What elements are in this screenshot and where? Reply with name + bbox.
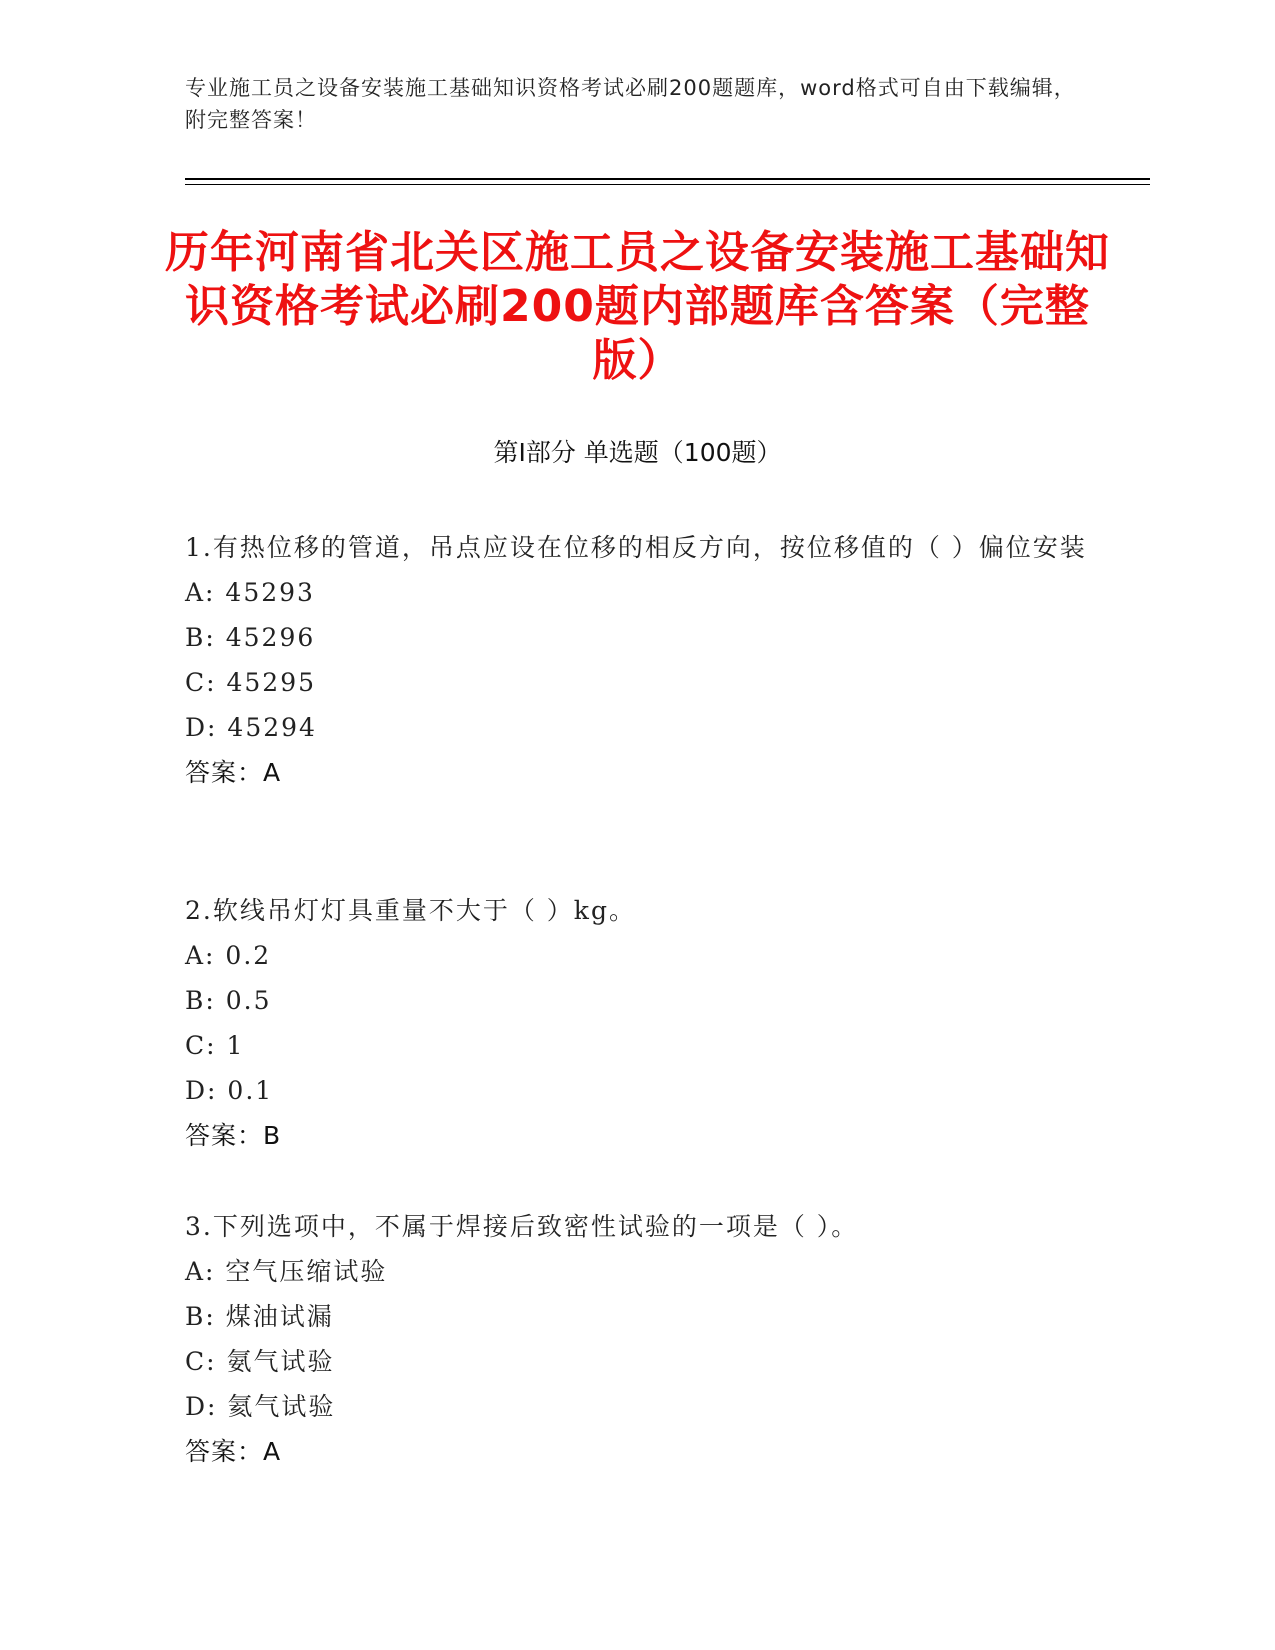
question-stem: 3.下列选项中，不属于焊接后致密性试验的一项是（ ）。 (185, 1212, 859, 1241)
option-c: C: 1 (185, 1031, 245, 1060)
header-divider-thick (185, 178, 1150, 180)
question-stem: 2.软线吊灯灯具重量不大于（ ）kg。 (185, 896, 636, 925)
question-stem: 1.有热位移的管道，吊点应设在位移的相反方向，按位移值的（ ）偏位安装 (185, 533, 1087, 562)
question-3 (185, 1204, 1090, 1474)
option-a: A: 0.2 (185, 941, 272, 970)
option-b: B: 0.5 (185, 986, 272, 1015)
option-d: D: 45294 (185, 713, 317, 742)
answer: 答案：A (185, 1437, 282, 1466)
header-divider-thin (185, 184, 1150, 185)
question-1 (185, 525, 1090, 795)
option-a: A: 45293 (185, 578, 315, 607)
answer: 答案：B (185, 1121, 282, 1150)
question-2 (185, 888, 1090, 1158)
option-c: C: 氨气试验 (185, 1347, 335, 1376)
header-note: 专业施工员之设备安装施工基础知识资格考试必刷200题题库，word格式可自由下载编辑，附完整答案！ (185, 76, 1076, 132)
option-c: C: 45295 (185, 668, 317, 697)
section-title: 第Ⅰ部分 单选题（100题） (493, 438, 782, 467)
option-b: B: 煤油试漏 (185, 1302, 334, 1331)
option-d: D: 0.1 (185, 1076, 274, 1105)
option-d: D: 氦气试验 (185, 1392, 336, 1421)
option-a: A: 空气压缩试验 (185, 1257, 388, 1286)
option-b: B: 45296 (185, 623, 316, 652)
document-title: 历年河南省北关区施工员之设备安装施工基础知识资格考试必刷200题内部题库含答案（完整版） (165, 227, 1110, 386)
answer: 答案：A (185, 758, 282, 787)
